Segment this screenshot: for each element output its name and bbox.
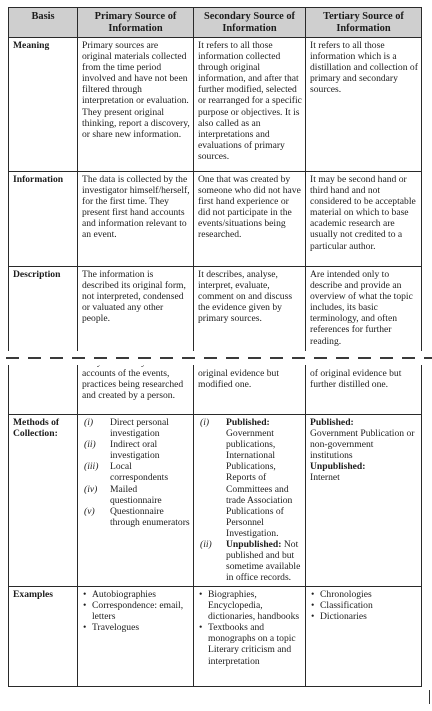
list-item: • Travelogues [82, 622, 190, 633]
tear-dash [380, 357, 393, 359]
label-methods: Methods of Collection: [9, 415, 78, 587]
comparison-table [8, 7, 422, 687]
list-item: • Textbooks and monographs on a topic Literary criticism and interpretation [198, 622, 302, 666]
tear-dash [50, 357, 63, 359]
row-description [9, 267, 422, 355]
label-meaning: Meaning [9, 38, 78, 172]
item-number: (i) [200, 417, 210, 428]
unpublished-text: Internet [310, 472, 340, 484]
tear-dash [292, 357, 305, 359]
tear-dash [226, 357, 239, 359]
tear-dash [270, 357, 283, 359]
examples-secondary-list [198, 589, 302, 667]
list-item: • Autobiographies [82, 589, 190, 600]
tear-dash [138, 357, 151, 359]
cell-examples-secondary [194, 587, 306, 687]
tear-dash [72, 357, 85, 359]
page-tear-divider [0, 351, 432, 365]
list-item: • Classification [310, 600, 418, 611]
tear-dash [314, 357, 327, 359]
tear-dash [28, 357, 41, 359]
item-text: Indirect oral investigation [110, 439, 160, 462]
header-primary: Primary Source of Information [78, 8, 194, 38]
cell-meaning-primary: Primary sources are original materials collected from the time period involved and have not been filtered through interpretation or evaluation. They present original thinking, report a discovery, or share new information. [78, 38, 194, 172]
label-description: Description [9, 267, 78, 355]
row-meaning [9, 38, 422, 172]
item-number: (ii) [200, 539, 212, 551]
cell-description-tertiary: Are intended only to describe and provide an overview of what the topic includes, its basic terminology, and often references for further reading. [306, 267, 422, 355]
row-methods [9, 415, 422, 587]
cell-examples-primary [78, 587, 194, 687]
cell-methods-secondary [194, 415, 306, 587]
item-heading: Unpublished: [226, 539, 282, 551]
cell-evidence-secondary: original evidence but modified one. [194, 355, 306, 415]
cell-information-primary: The data is collected by the investigator himself/herself, for the first time. They present first hand accounts and information relevant to an event. [78, 172, 194, 267]
tear-dash [6, 357, 19, 359]
item-number: (ii) [84, 439, 96, 451]
cell-information-tertiary: It may be second hand or third hand and not considered to be acceptable material on which to base academic research are usually not credited to a particular author. [306, 172, 422, 267]
cell-description-primary: The information is described its original form, not interpreted, condensed or valuated any other people. [78, 267, 194, 355]
header-secondary: Secondary Source of Information [194, 8, 306, 38]
tear-dash [424, 357, 432, 359]
list-item [198, 539, 302, 583]
list-item: • Biographies, Encyclopedia, dictionaries, handbooks [198, 589, 302, 622]
label-information: Information [9, 172, 78, 267]
tear-dash [336, 357, 349, 359]
published-heading: Published: [310, 417, 354, 428]
tear-dash [182, 357, 195, 359]
methods-secondary-list [198, 417, 302, 583]
list-item [82, 484, 190, 506]
list-item [82, 461, 190, 483]
cell-examples-tertiary [306, 587, 422, 687]
tear-dash [402, 357, 415, 359]
cell-evidence-primary: accounts of the events, practices being researched and created by a person. [78, 355, 194, 415]
item-text: Local correspondents [110, 461, 169, 484]
header-basis: Basis [9, 8, 78, 38]
cell-methods-primary [78, 415, 194, 587]
tear-dash [204, 357, 217, 359]
cell-methods-tertiary [306, 415, 422, 587]
item-number: (i) [84, 417, 94, 428]
cell-information-secondary: One that was created by someone who did not have first hand experience or did not participate in the events/situations being researched. [194, 172, 306, 267]
tear-dash [358, 357, 371, 359]
item-text: Mailed questionnaire [110, 483, 162, 506]
item-number: (v) [84, 505, 95, 517]
list-item: • Dictionaries [310, 611, 418, 622]
examples-primary-list [82, 589, 190, 633]
published-text: Government Publication or non-government institutions [310, 428, 415, 462]
page-edge-mark [429, 690, 430, 704]
row-information [9, 172, 422, 267]
item-text: Not published and but sometime available in office records. [226, 539, 301, 584]
cell-meaning-secondary: It refers to all those information collected through original information, and after that further modified, selected or rearranged for a specific purpose or objectives. It is also called as an interpretations and evaluations of primary sources. [194, 38, 306, 172]
row-examples [9, 587, 422, 687]
list-item [82, 439, 190, 461]
header-row [9, 8, 422, 38]
cell-description-secondary: It describes, analyse, interpret, evaluate, comment on and discuss the evidence given by primary sources. [194, 267, 306, 355]
item-text: Direct personal investigation [110, 417, 169, 440]
label-examples: Examples [9, 587, 78, 687]
item-heading: Published: [226, 417, 270, 428]
tear-dash [94, 357, 107, 359]
list-item: • Correspondence: email, letters [82, 600, 190, 622]
examples-tertiary-list [310, 589, 418, 622]
list-item [198, 417, 302, 539]
header-tertiary: Tertiary Source of Information [306, 8, 422, 38]
list-item [82, 417, 190, 439]
item-text: Government publications, International Publications, Reports of Committees and trade Association Publications of Personnel Investigation. [226, 428, 293, 539]
methods-primary-list [82, 417, 190, 528]
cell-evidence-tertiary: of original evidence but further distilled one. [306, 355, 422, 415]
tear-dash [116, 357, 129, 359]
item-number: (iii) [84, 461, 99, 473]
list-item: • Chronologies [310, 589, 418, 600]
unpublished-heading: Unpublished: [310, 461, 366, 473]
list-item [82, 506, 190, 528]
tear-dash [248, 357, 261, 359]
item-number: (iv) [84, 483, 98, 495]
item-text: Questionnaire through enumerators [110, 505, 190, 528]
tear-dash [160, 357, 173, 359]
cell-meaning-tertiary: It refers to all those information which is a distillation and collection of primary and secondary sources. [306, 38, 422, 172]
